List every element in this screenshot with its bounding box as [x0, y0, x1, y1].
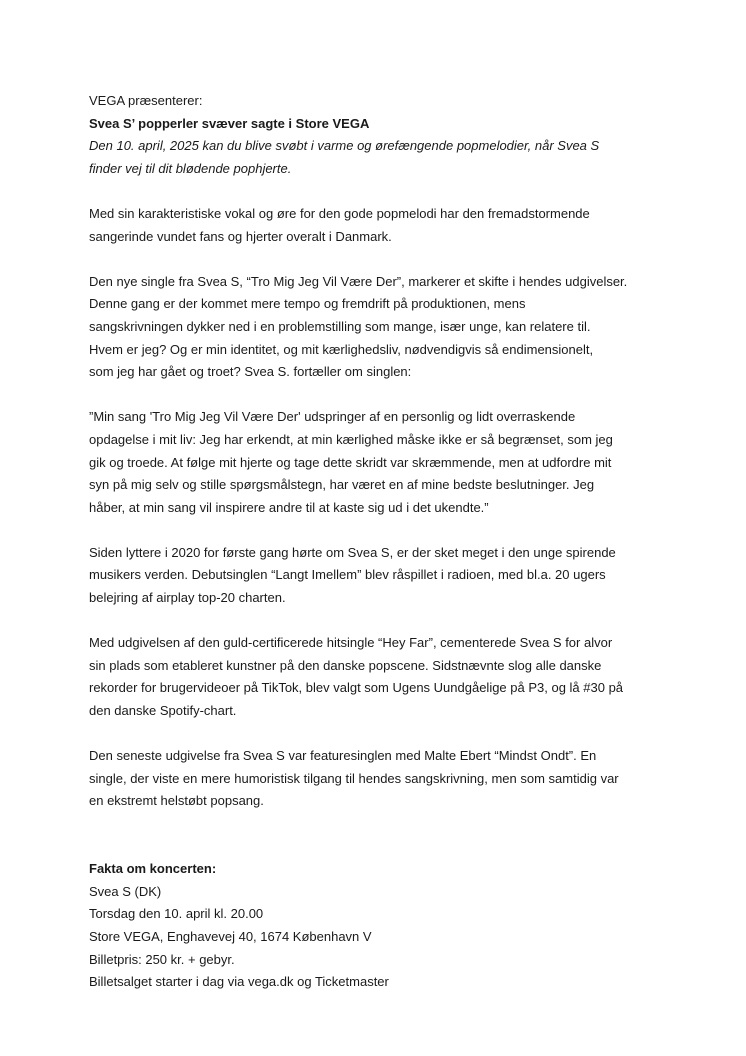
text-line: single, der viste en mere humoristisk tilgang til hendes sangskrivning, men som samtidig var — [89, 770, 619, 786]
text-line: Hvem er jeg? Og er min identitet, og mit kærlighedsliv, nødvendigvis så endimensionelt, — [89, 341, 594, 357]
quote-line: opdagelse i mit liv: Jeg har erkendt, at min kærlighed måske ikke er så begrænset, som jeg — [89, 431, 613, 447]
fact-line: Torsdag den 10. april kl. 20.00 — [89, 906, 264, 922]
intro-line: VEGA præsenterer: — [89, 93, 203, 108]
text-line: en ekstremt helstøbt popsang. — [89, 793, 264, 809]
text-line: Siden lyttere i 2020 for første gang hørte om Svea S, er der sket meget i den unge spirende — [89, 544, 616, 560]
headline: Svea S’ popperler svæver sagte i Store VEGA — [89, 115, 370, 131]
fact-line: Store VEGA, Enghavevej 40, 1674 København V — [89, 928, 372, 944]
lead-line: finder vej til dit blødende pophjerte. — [89, 160, 292, 176]
facts-heading: Fakta om koncerten: — [89, 861, 217, 877]
paragraph-4 — [89, 632, 669, 722]
text-line: den danske Spotify-chart. — [89, 703, 237, 719]
quote-line: ”Min sang 'Tro Mig Jeg Vil Være Der' udspringer af en personlig og lidt overraskende — [89, 409, 576, 425]
paragraph-1 — [89, 203, 669, 248]
text-line: Den seneste udgivelse fra Svea S var featuresinglen med Malte Ebert “Mindst Ondt”. En — [89, 748, 597, 764]
text-line: rekorder for brugervideoer på TikTok, blev valgt som Ugens Uundgåelige på P3, og lå #30 på — [89, 680, 624, 696]
paragraph-2 — [89, 271, 669, 384]
quote-paragraph — [89, 406, 669, 519]
text-line: belejring af airplay top-20 charten. — [89, 590, 286, 606]
text-line: sangskrivningen dykker ned i en problemstilling som mange, især unge, kan relatere til. — [89, 318, 591, 334]
text-line: sangerinde vundet fans og hjerter overalt i Danmark. — [89, 228, 392, 244]
quote-line: syn på mig selv og stille spørgsmålstegn, har været en af mine bedste beslutninger. Jeg — [89, 477, 595, 493]
quote-line: gik og troede. At følge mit hjerte og tage dette skridt var skræmmende, men at udfordre mit — [89, 454, 612, 470]
fact-line: Svea S (DK) — [89, 883, 162, 899]
lead-line: Den 10. april, 2025 kan du blive svøbt i varme og ørefængende popmelodier, når Svea S — [89, 138, 600, 154]
text-line: Denne gang er der kommet mere tempo og fremdrift på produktionen, mens — [89, 296, 526, 312]
fact-line: Billetsalget starter i dag via vega.dk og Ticketmaster — [89, 974, 389, 990]
lead-paragraph — [89, 135, 669, 180]
paragraph-3 — [89, 542, 669, 610]
text-line: sin plads som etableret kunstner på den danske popscene. Sidstnævnte slog alle danske — [89, 657, 602, 673]
text-line: Den nye single fra Svea S, “Tro Mig Jeg Vil Være Der”, markerer et skifte i hendes udgivelser. — [89, 273, 628, 289]
text-line: Med sin karakteristiske vokal og øre for den gode popmelodi har den fremadstormende — [89, 205, 590, 221]
paragraph-5 — [89, 745, 669, 813]
text-line: Med udgivelsen af den guld-certificerede hitsingle “Hey Far”, cementerede Svea S for alvor — [89, 635, 613, 651]
fact-line: Billetpris: 250 kr. + gebyr. — [89, 951, 235, 967]
quote-line: håber, at min sang vil inspirere andre til at kaste sig ud i det ukendte.” — [89, 499, 489, 515]
facts-section — [89, 858, 669, 994]
press-release — [89, 90, 669, 994]
text-line: som jeg har gået og troet? Svea S. fortæller om singlen: — [89, 364, 412, 380]
text-line: musikers verden. Debutsinglen “Langt Imellem” blev råspillet i radioen, med bl.a. 20 ugers — [89, 567, 606, 583]
